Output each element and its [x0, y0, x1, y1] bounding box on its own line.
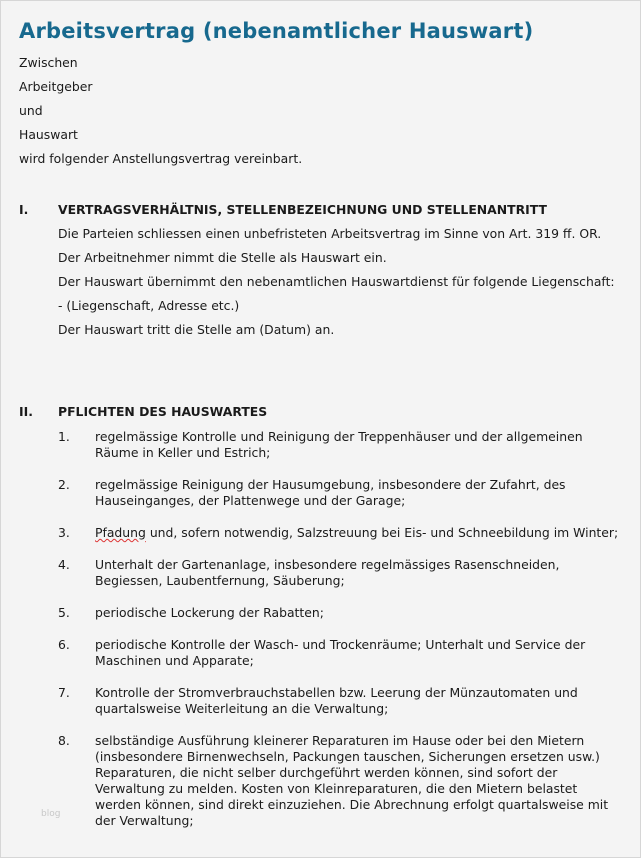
section-title: PFLICHTEN DES HAUSWARTES	[58, 404, 268, 419]
item-number: 1.	[58, 429, 70, 444]
item-number: 3.	[58, 525, 70, 540]
item-text: Kontrolle der Stromverbrauchstabellen bzw. Leerung der Münzautomaten und quartalsweise Weiterleitung an die Verwaltung;	[95, 685, 578, 716]
item-text: selbständige Ausführung kleinerer Reparaturen im Hause oder bei den Mietern (insbesondere Birnenwechseln, Packungen tauschen, Sicherungen ersetzen usw.) Reparaturen, die nicht selber durchgeführt werden können, sind sofort der Verwaltung zu melden. Kosten von Kleinreparaturen, die den Mietern belastet werden können, sind direkt einzuziehen. Die Abrechnung erfolgt quartalsweise mit der Verwaltung;	[95, 733, 609, 828]
item-number: 6.	[58, 637, 70, 652]
intro-line: Zwischen	[19, 55, 78, 70]
list-item	[58, 637, 620, 669]
intro-line: wird folgender Anstellungsvertrag vereinbart.	[19, 151, 303, 166]
intro	[19, 55, 302, 175]
list-item	[58, 557, 620, 589]
section-number: II.	[19, 404, 33, 419]
paragraph: - (Liegenschaft, Adresse etc.)	[58, 298, 240, 313]
section-2	[19, 404, 620, 845]
item-text: regelmässige Reinigung der Hausumgebung, insbesondere der Zufahrt, des Hauseinganges, der Plattenwege und der Garage;	[95, 477, 566, 508]
list-item	[58, 733, 620, 829]
item-number: 5.	[58, 605, 70, 620]
list-item	[58, 605, 620, 621]
item-number: 7.	[58, 685, 70, 700]
section-heading	[19, 202, 620, 218]
duties-list	[58, 429, 620, 829]
list-item	[58, 429, 620, 461]
intro-line: Hauswart	[19, 127, 78, 142]
item-text: periodische Kontrolle der Wasch- und Trockenräume; Unterhalt und Service der Maschinen und Apparate;	[95, 637, 586, 668]
intro-line: Arbeitgeber	[19, 79, 93, 94]
misspelled-word[interactable]: Pfadung	[95, 525, 146, 540]
section-number: I.	[19, 202, 29, 217]
list-item	[58, 525, 620, 541]
list-item	[58, 685, 620, 717]
document-title: Arbeitsvertrag (nebenamtlicher Hauswart)	[19, 19, 534, 43]
item-number: 4.	[58, 557, 70, 572]
section-1	[19, 202, 620, 338]
watermark: blog	[41, 809, 61, 819]
paragraph: Der Hauswart tritt die Stelle am (Datum) an.	[58, 322, 335, 337]
intro-line: und	[19, 103, 43, 118]
section-title: VERTRAGSVERHÄLTNIS, STELLENBEZEICHNUNG UND STELLENANTRITT	[58, 202, 547, 217]
section-heading	[19, 404, 620, 420]
item-number: 2.	[58, 477, 70, 492]
item-text-rest: und, sofern notwendig, Salzstreuung bei Eis- und Schneebildung im Winter;	[145, 525, 619, 540]
paragraph: Der Hauswart übernimmt den nebenamtlichen Hauswartdienst für folgende Liegenschaft:	[58, 274, 615, 289]
paragraph: Der Arbeitnehmer nimmt die Stelle als Hauswart ein.	[58, 250, 387, 265]
paragraph: Die Parteien schliessen einen unbefristeten Arbeitsvertrag im Sinne von Art. 319 ff. OR.	[58, 226, 602, 241]
item-text	[95, 525, 620, 541]
item-text: regelmässige Kontrolle und Reinigung der Treppenhäuser und der allgemeinen Räume in Keller und Estrich;	[95, 429, 583, 460]
list-item	[58, 477, 620, 509]
item-text: periodische Lockerung der Rabatten;	[95, 605, 324, 620]
item-text: Unterhalt der Gartenanlage, insbesondere regelmässiges Rasenschneiden, Begiessen, Laubentfernung, Säuberung;	[95, 557, 560, 588]
item-number: 8.	[58, 733, 70, 748]
